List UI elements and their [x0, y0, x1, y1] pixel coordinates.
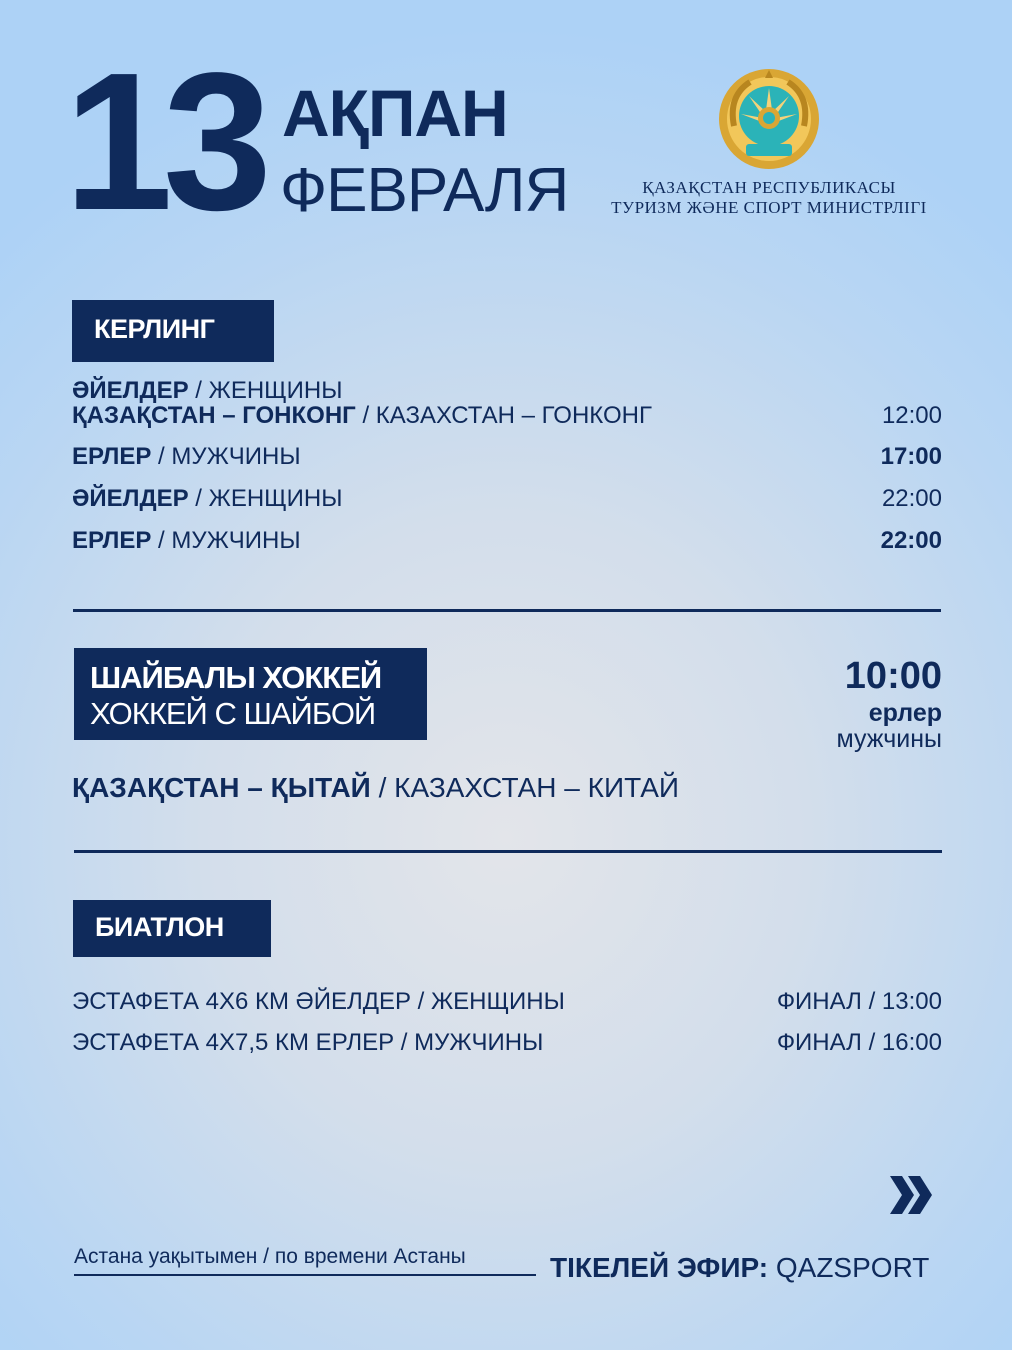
ministry-line-1: ҚАЗАҚСТАН РЕСПУБЛИКАСЫ — [642, 178, 896, 197]
biathlon-row-2 — [72, 1028, 942, 1058]
curling-row-1-kz: ӘЙЕЛДЕР — [72, 377, 189, 404]
curling-row-4-sep: / — [188, 485, 209, 512]
curling-row-5 — [72, 526, 942, 556]
hockey-match-ru: КАЗАХСТАН – КИТАЙ — [394, 772, 680, 803]
hockey-time: 10:00 — [844, 655, 942, 697]
curling-row-4-ru: ЖЕНЩИНЫ — [208, 485, 343, 512]
curling-row-3-ru: МУЖЧИНЫ — [171, 443, 301, 470]
curling-row-2 — [72, 401, 942, 431]
live-label: ТІКЕЛЕЙ ЭФИР: — [550, 1252, 769, 1283]
curling-label — [72, 300, 274, 362]
curling-row-2-time: 12:00 — [881, 402, 942, 429]
curling-row-4 — [72, 484, 942, 514]
month-kz: АҚПАН — [282, 76, 508, 150]
hockey-gender-kz: ерлер — [868, 699, 942, 727]
biathlon-row-1-event: ЭСТАФЕТА 4Х6 КМ ӘЙЕЛДЕР / ЖЕНЩИНЫ — [72, 988, 565, 1015]
hockey-label-kz: ШАЙБАЛЫ ХОККЕЙ — [90, 660, 382, 695]
hockey-label — [74, 648, 427, 740]
ministry-line-2: ТУРИЗМ ЖӘНЕ СПОРТ МИНИСТРЛІГІ — [611, 198, 927, 217]
curling-row-3 — [72, 442, 942, 472]
biathlon-row-1 — [72, 987, 942, 1017]
curling-row-5-sep: / — [151, 527, 172, 554]
curling-row-1-ru: ЖЕНЩИНЫ — [208, 377, 343, 404]
biathlon-label — [73, 900, 271, 957]
divider-2 — [74, 850, 942, 853]
curling-row-1-sep: / — [188, 377, 209, 404]
divider-1 — [73, 609, 941, 612]
curling-row-2-sep: / — [355, 402, 376, 429]
curling-row-3-kz: ЕРЛЕР — [72, 443, 152, 470]
month-ru: ФЕВРАЛЯ — [280, 156, 569, 225]
biathlon-row-2-event: ЭСТАФЕТА 4Х7,5 КМ ЕРЛЕР / МУЖЧИНЫ — [72, 1029, 544, 1056]
curling-row-2-ru: КАЗАХСТАН – ГОНКОНГ — [375, 402, 653, 429]
date-day: 13 — [64, 32, 263, 251]
live-broadcast — [550, 1252, 929, 1284]
hockey-gender-ru: мужчины — [836, 725, 942, 753]
kazakhstan-emblem-icon — [716, 66, 822, 172]
biathlon-row-1-time: ФИНАЛ / 13:00 — [776, 988, 942, 1015]
curling-row-2-kz: ҚАЗАҚСТАН – ГОНКОНГ — [72, 402, 356, 429]
curling-row-3-time: 17:00 — [880, 443, 942, 470]
curling-row-5-kz: ЕРЛЕР — [72, 527, 152, 554]
live-channel: QAZSPORT — [775, 1252, 930, 1283]
hockey-match — [72, 770, 679, 806]
double-chevron-right-icon[interactable] — [888, 1174, 936, 1216]
curling-row-3-sep: / — [151, 443, 172, 470]
curling-row-5-ru: МУЖЧИНЫ — [171, 527, 301, 554]
biathlon-row-2-time: ФИНАЛ / 16:00 — [776, 1029, 942, 1056]
hockey-match-sep: / — [370, 772, 395, 803]
curling-label-text: КЕРЛИНГ — [94, 314, 215, 344]
ministry-name — [588, 178, 950, 218]
curling-row-4-kz: ӘЙЕЛДЕР — [72, 485, 189, 512]
biathlon-label-text: БИАТЛОН — [95, 912, 224, 942]
curling-row-4-time: 22:00 — [881, 485, 942, 512]
timezone-note: Астана уақытымен / по времени Астаны — [74, 1244, 536, 1276]
hockey-match-kz: ҚАЗАҚСТАН – ҚЫТАЙ — [72, 772, 371, 803]
hockey-label-ru: ХОККЕЙ С ШАЙБОЙ — [90, 696, 376, 731]
curling-row-5-time: 22:00 — [880, 527, 942, 554]
